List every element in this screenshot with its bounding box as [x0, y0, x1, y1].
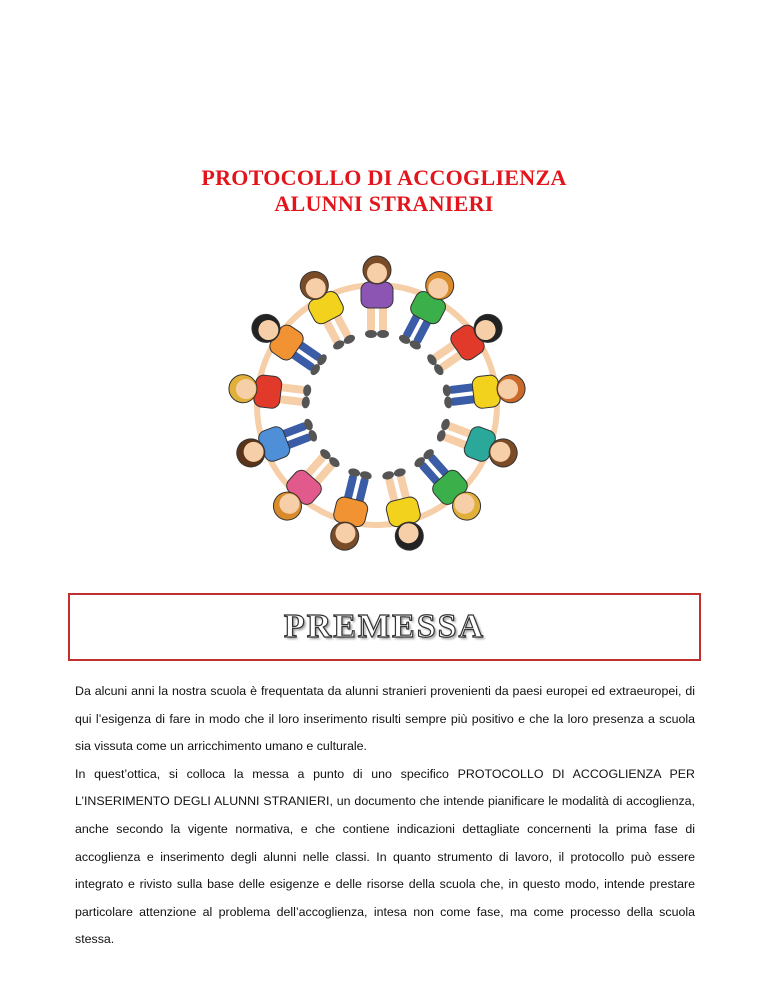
premessa-heading-box [68, 593, 701, 661]
paragraph-intro: Da alcuni anni la nostra scuola è frequentata da alunni stranieri provenienti da paesi europei ed extraeuropei, di qui l’esigenza di fare in modo che il loro inserimento risulti sempre più positivo e che la loro presenza a scuola sia vissuta come un arricchimento umano e culturale. [75, 684, 695, 754]
child-figure [227, 371, 312, 413]
title-line-1: PROTOCOLLO DI ACCOGLIENZA [201, 165, 567, 190]
title-line-2: ALUNNI STRANIERI [274, 191, 494, 216]
child-figure [442, 371, 527, 413]
children-circle-illustration [182, 225, 572, 590]
paragraph-protocol: In quest’ottica, si colloca la messa a punto di uno specifico PROTOCOLLO DI ACCOGLIENZA PER L’INSERIMENTO DEGLI ALUNNI STRANIERI, un documento che intende pianificare le modalità di accoglienza, anche secondo la vigente normativa, e che contiene indicazioni dettagliate concernenti la prima fase di accoglienza e inserimento degli alunni nelle classi. In quanto strumento di lavoro, il protocollo può essere integrato e rivisto sulla base delle esigenze e delle risorse della scuola che, in questo modo, intende prestare particolare attenzione al problema dell’accoglienza, intesa non come fase, ma come processo della scuola stessa. [75, 766, 695, 947]
child-figure [378, 466, 429, 553]
child-figure [361, 256, 393, 338]
child-figure [326, 466, 377, 553]
document-title [0, 165, 768, 217]
premessa-body [75, 678, 695, 954]
child-figure [434, 414, 522, 473]
child-figure [232, 414, 320, 473]
premessa-heading: PREMESSA [283, 608, 486, 645]
